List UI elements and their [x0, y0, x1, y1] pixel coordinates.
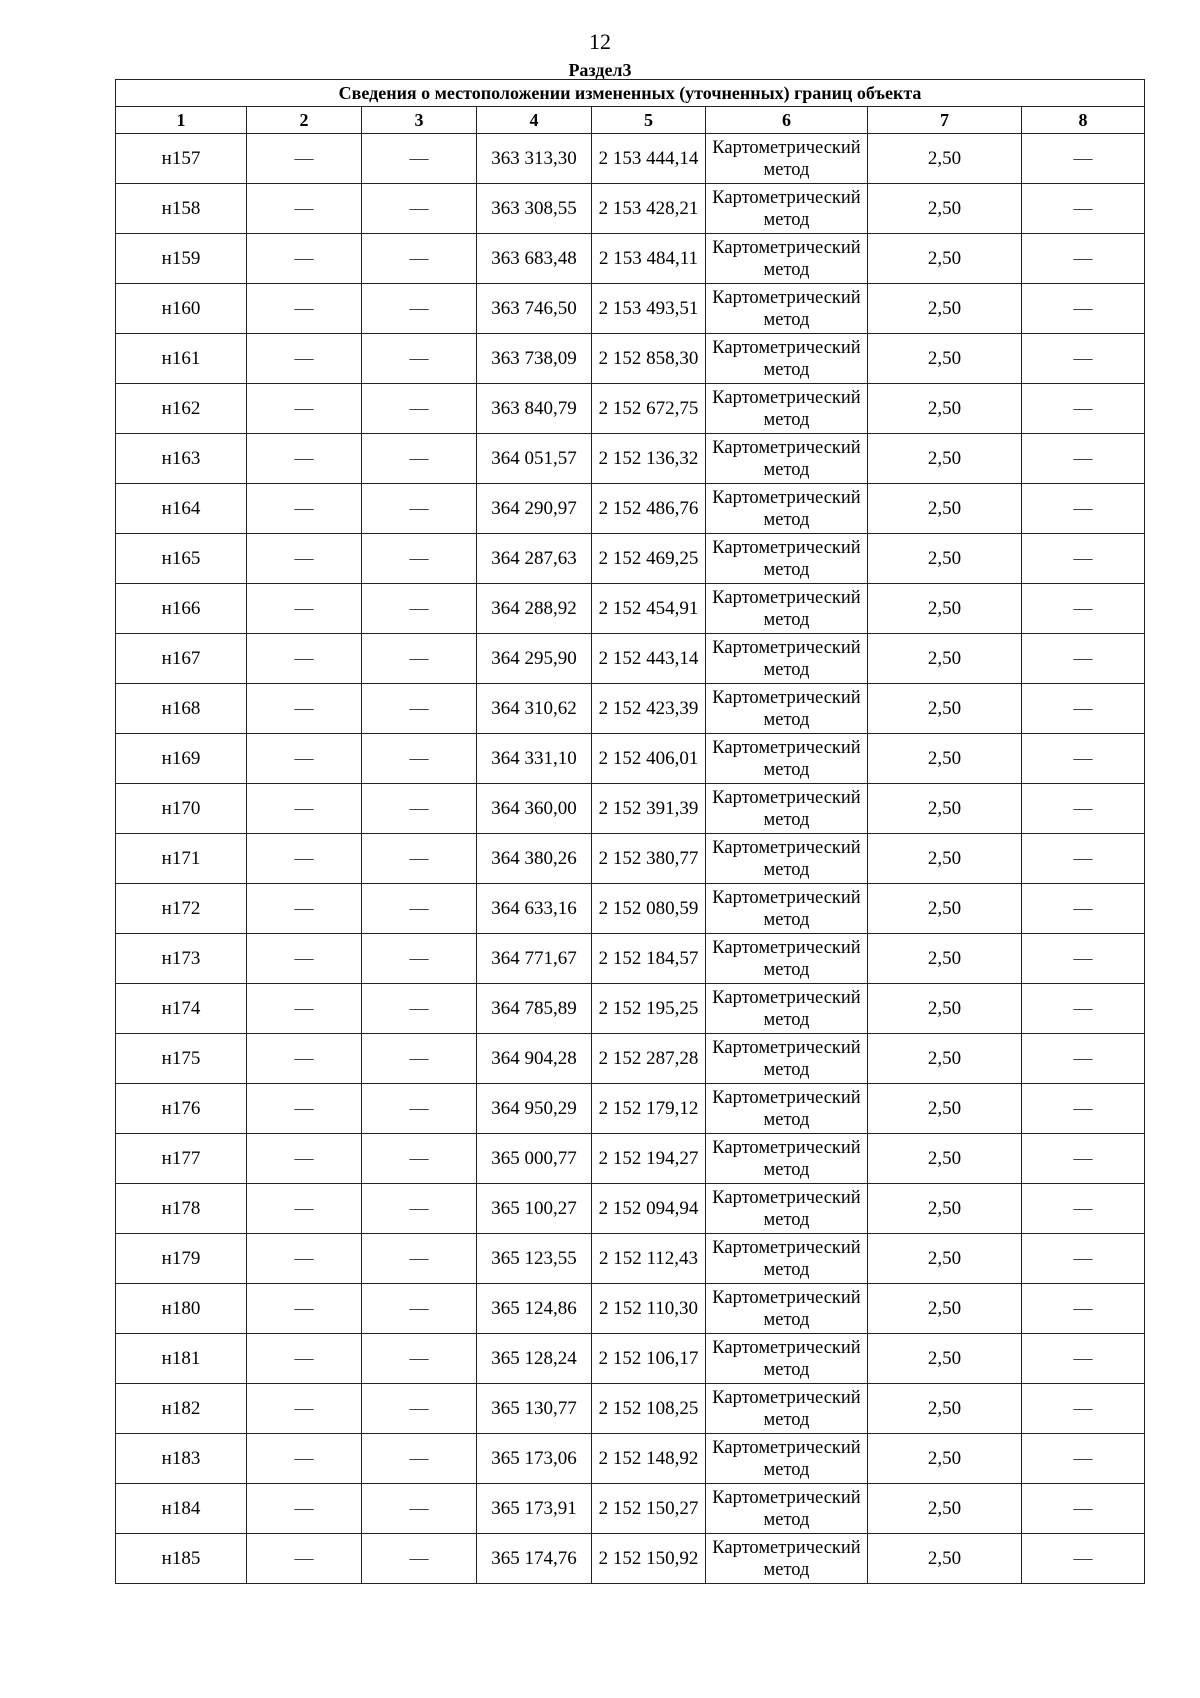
empty-dash-cell: — [362, 1484, 477, 1534]
empty-dash-cell: — [247, 1334, 362, 1384]
empty-dash-cell: — [1022, 1234, 1145, 1284]
method-cell: Картометрический метод [706, 634, 868, 684]
empty-dash-cell: — [247, 284, 362, 334]
point-number-cell: н162 [116, 384, 247, 434]
empty-dash-cell: — [1022, 1134, 1145, 1184]
x-coordinate-cell: 365 000,77 [477, 1134, 592, 1184]
y-coordinate-cell: 2 152 148,92 [592, 1434, 706, 1484]
empty-dash-cell: — [247, 1434, 362, 1484]
point-number-cell: н167 [116, 634, 247, 684]
empty-dash-cell: — [1022, 784, 1145, 834]
column-number: 4 [477, 107, 592, 134]
accuracy-cell: 2,50 [868, 1534, 1022, 1584]
method-cell: Картометрический метод [706, 284, 868, 334]
x-coordinate-cell: 364 051,57 [477, 434, 592, 484]
x-coordinate-cell: 363 738,09 [477, 334, 592, 384]
table-row [116, 134, 1145, 184]
method-cell: Картометрический метод [706, 984, 868, 1034]
section-title: Раздел3 [568, 60, 632, 80]
x-coordinate-cell: 364 310,62 [477, 684, 592, 734]
table-row [116, 484, 1145, 534]
table-row [116, 234, 1145, 284]
method-cell: Картометрический метод [706, 684, 868, 734]
y-coordinate-cell: 2 152 080,59 [592, 884, 706, 934]
point-number-cell: н184 [116, 1484, 247, 1534]
empty-dash-cell: — [247, 434, 362, 484]
accuracy-cell: 2,50 [868, 1434, 1022, 1484]
empty-dash-cell: — [1022, 1534, 1145, 1584]
empty-dash-cell: — [247, 534, 362, 584]
empty-dash-cell: — [247, 1034, 362, 1084]
x-coordinate-cell: 364 288,92 [477, 584, 592, 634]
method-cell: Картометрический метод [706, 1484, 868, 1534]
empty-dash-cell: — [1022, 984, 1145, 1034]
x-coordinate-cell: 364 360,00 [477, 784, 592, 834]
method-cell: Картометрический метод [706, 484, 868, 534]
empty-dash-cell: — [362, 584, 477, 634]
point-number-cell: н177 [116, 1134, 247, 1184]
column-number: 7 [868, 107, 1022, 134]
empty-dash-cell: — [247, 634, 362, 684]
y-coordinate-cell: 2 152 858,30 [592, 334, 706, 384]
x-coordinate-cell: 365 128,24 [477, 1334, 592, 1384]
x-coordinate-cell: 363 746,50 [477, 284, 592, 334]
empty-dash-cell: — [362, 734, 477, 784]
table-row [116, 634, 1145, 684]
method-cell: Картометрический метод [706, 584, 868, 634]
method-cell: Картометрический метод [706, 1384, 868, 1434]
method-cell: Картометрический метод [706, 234, 868, 284]
empty-dash-cell: — [247, 1484, 362, 1534]
y-coordinate-cell: 2 152 150,27 [592, 1484, 706, 1534]
point-number-cell: н161 [116, 334, 247, 384]
empty-dash-cell: — [247, 1384, 362, 1434]
x-coordinate-cell: 363 683,48 [477, 234, 592, 284]
accuracy-cell: 2,50 [868, 1484, 1022, 1534]
point-number-cell: н160 [116, 284, 247, 334]
column-number: 1 [116, 107, 247, 134]
x-coordinate-cell: 363 308,55 [477, 184, 592, 234]
empty-dash-cell: — [362, 1384, 477, 1434]
accuracy-cell: 2,50 [868, 284, 1022, 334]
method-cell: Картометрический метод [706, 1434, 868, 1484]
empty-dash-cell: — [362, 784, 477, 834]
y-coordinate-cell: 2 152 469,25 [592, 534, 706, 584]
empty-dash-cell: — [362, 534, 477, 584]
method-cell: Картометрический метод [706, 1184, 868, 1234]
column-number: 5 [592, 107, 706, 134]
table-row [116, 784, 1145, 834]
table-row [116, 1284, 1145, 1334]
y-coordinate-cell: 2 152 486,76 [592, 484, 706, 534]
table-caption-row [116, 80, 1145, 107]
y-coordinate-cell: 2 152 195,25 [592, 984, 706, 1034]
x-coordinate-cell: 363 313,30 [477, 134, 592, 184]
empty-dash-cell: — [1022, 1284, 1145, 1334]
accuracy-cell: 2,50 [868, 734, 1022, 784]
table-row [116, 284, 1145, 334]
empty-dash-cell: — [1022, 134, 1145, 184]
empty-dash-cell: — [362, 1184, 477, 1234]
method-cell: Картометрический метод [706, 1334, 868, 1384]
empty-dash-cell: — [1022, 384, 1145, 434]
empty-dash-cell: — [247, 834, 362, 884]
y-coordinate-cell: 2 152 287,28 [592, 1034, 706, 1084]
empty-dash-cell: — [362, 684, 477, 734]
empty-dash-cell: — [1022, 1484, 1145, 1534]
accuracy-cell: 2,50 [868, 434, 1022, 484]
point-number-cell: н168 [116, 684, 247, 734]
x-coordinate-cell: 365 174,76 [477, 1534, 592, 1584]
empty-dash-cell: — [362, 1084, 477, 1134]
method-cell: Картометрический метод [706, 1234, 868, 1284]
accuracy-cell: 2,50 [868, 234, 1022, 284]
method-cell: Картометрический метод [706, 334, 868, 384]
empty-dash-cell: — [362, 1034, 477, 1084]
empty-dash-cell: — [362, 184, 477, 234]
accuracy-cell: 2,50 [868, 134, 1022, 184]
x-coordinate-cell: 364 904,28 [477, 1034, 592, 1084]
empty-dash-cell: — [1022, 934, 1145, 984]
y-coordinate-cell: 2 153 444,14 [592, 134, 706, 184]
empty-dash-cell: — [1022, 884, 1145, 934]
empty-dash-cell: — [247, 1534, 362, 1584]
accuracy-cell: 2,50 [868, 834, 1022, 884]
table-row [116, 1434, 1145, 1484]
x-coordinate-cell: 364 331,10 [477, 734, 592, 784]
table-row [116, 1034, 1145, 1084]
column-number: 2 [247, 107, 362, 134]
empty-dash-cell: — [362, 1434, 477, 1484]
empty-dash-cell: — [1022, 334, 1145, 384]
table-row [116, 434, 1145, 484]
column-number-row [116, 107, 1145, 134]
empty-dash-cell: — [247, 1134, 362, 1184]
method-cell: Картометрический метод [706, 1034, 868, 1084]
empty-dash-cell: — [1022, 1434, 1145, 1484]
empty-dash-cell: — [1022, 634, 1145, 684]
empty-dash-cell: — [1022, 534, 1145, 584]
y-coordinate-cell: 2 152 380,77 [592, 834, 706, 884]
empty-dash-cell: — [362, 1534, 477, 1584]
table-row [116, 1134, 1145, 1184]
empty-dash-cell: — [247, 384, 362, 434]
method-cell: Картометрический метод [706, 384, 868, 434]
empty-dash-cell: — [1022, 1334, 1145, 1384]
column-number: 6 [706, 107, 868, 134]
y-coordinate-cell: 2 152 194,27 [592, 1134, 706, 1184]
empty-dash-cell: — [362, 384, 477, 434]
x-coordinate-cell: 364 287,63 [477, 534, 592, 584]
x-coordinate-cell: 365 130,77 [477, 1384, 592, 1434]
method-cell: Картометрический метод [706, 184, 868, 234]
table-row [116, 384, 1145, 434]
point-number-cell: н157 [116, 134, 247, 184]
table-row [116, 1484, 1145, 1534]
empty-dash-cell: — [247, 334, 362, 384]
empty-dash-cell: — [1022, 1084, 1145, 1134]
table-row [116, 1084, 1145, 1134]
accuracy-cell: 2,50 [868, 884, 1022, 934]
y-coordinate-cell: 2 153 428,21 [592, 184, 706, 234]
empty-dash-cell: — [247, 134, 362, 184]
point-number-cell: н180 [116, 1284, 247, 1334]
table-caption: Сведения о местоположении измененных (уточненных) границ объекта [116, 80, 1145, 107]
accuracy-cell: 2,50 [868, 534, 1022, 584]
empty-dash-cell: — [362, 284, 477, 334]
x-coordinate-cell: 365 100,27 [477, 1184, 592, 1234]
method-cell: Картометрический метод [706, 734, 868, 784]
x-coordinate-cell: 364 380,26 [477, 834, 592, 884]
y-coordinate-cell: 2 152 423,39 [592, 684, 706, 734]
accuracy-cell: 2,50 [868, 1084, 1022, 1134]
point-number-cell: н172 [116, 884, 247, 934]
point-number-cell: н164 [116, 484, 247, 534]
accuracy-cell: 2,50 [868, 984, 1022, 1034]
point-number-cell: н166 [116, 584, 247, 634]
empty-dash-cell: — [362, 434, 477, 484]
table-body [116, 134, 1145, 1584]
y-coordinate-cell: 2 153 484,11 [592, 234, 706, 284]
table-row [116, 184, 1145, 234]
y-coordinate-cell: 2 152 184,57 [592, 934, 706, 984]
x-coordinate-cell: 365 173,06 [477, 1434, 592, 1484]
empty-dash-cell: — [362, 984, 477, 1034]
empty-dash-cell: — [362, 1234, 477, 1284]
empty-dash-cell: — [362, 934, 477, 984]
table-row [116, 1234, 1145, 1284]
table-row [116, 734, 1145, 784]
empty-dash-cell: — [247, 684, 362, 734]
x-coordinate-cell: 364 295,90 [477, 634, 592, 684]
x-coordinate-cell: 365 124,86 [477, 1284, 592, 1334]
empty-dash-cell: — [1022, 1384, 1145, 1434]
y-coordinate-cell: 2 152 406,01 [592, 734, 706, 784]
point-number-cell: н163 [116, 434, 247, 484]
empty-dash-cell: — [247, 584, 362, 634]
x-coordinate-cell: 365 123,55 [477, 1234, 592, 1284]
accuracy-cell: 2,50 [868, 484, 1022, 534]
accuracy-cell: 2,50 [868, 334, 1022, 384]
point-number-cell: н182 [116, 1384, 247, 1434]
accuracy-cell: 2,50 [868, 1384, 1022, 1434]
table-row [116, 334, 1145, 384]
accuracy-cell: 2,50 [868, 184, 1022, 234]
empty-dash-cell: — [362, 634, 477, 684]
accuracy-cell: 2,50 [868, 1184, 1022, 1234]
accuracy-cell: 2,50 [868, 1334, 1022, 1384]
table-row [116, 1384, 1145, 1434]
empty-dash-cell: — [1022, 1184, 1145, 1234]
x-coordinate-cell: 365 173,91 [477, 1484, 592, 1534]
y-coordinate-cell: 2 152 672,75 [592, 384, 706, 434]
empty-dash-cell: — [1022, 584, 1145, 634]
accuracy-cell: 2,50 [868, 1284, 1022, 1334]
empty-dash-cell: — [247, 984, 362, 1034]
empty-dash-cell: — [362, 834, 477, 884]
y-coordinate-cell: 2 153 493,51 [592, 284, 706, 334]
y-coordinate-cell: 2 152 179,12 [592, 1084, 706, 1134]
x-coordinate-cell: 364 633,16 [477, 884, 592, 934]
point-number-cell: н183 [116, 1434, 247, 1484]
empty-dash-cell: — [247, 934, 362, 984]
table-row [116, 934, 1145, 984]
empty-dash-cell: — [1022, 234, 1145, 284]
empty-dash-cell: — [1022, 734, 1145, 784]
method-cell: Картометрический метод [706, 434, 868, 484]
table-row [116, 534, 1145, 584]
point-number-cell: н170 [116, 784, 247, 834]
point-number-cell: н174 [116, 984, 247, 1034]
accuracy-cell: 2,50 [868, 684, 1022, 734]
method-cell: Картометрический метод [706, 1134, 868, 1184]
point-number-cell: н165 [116, 534, 247, 584]
accuracy-cell: 2,50 [868, 1034, 1022, 1084]
y-coordinate-cell: 2 152 454,91 [592, 584, 706, 634]
method-cell: Картометрический метод [706, 1084, 868, 1134]
x-coordinate-cell: 364 950,29 [477, 1084, 592, 1134]
y-coordinate-cell: 2 152 136,32 [592, 434, 706, 484]
coordinates-table [115, 79, 1145, 1584]
y-coordinate-cell: 2 152 108,25 [592, 1384, 706, 1434]
accuracy-cell: 2,50 [868, 1134, 1022, 1184]
table-row [116, 584, 1145, 634]
empty-dash-cell: — [247, 484, 362, 534]
accuracy-cell: 2,50 [868, 634, 1022, 684]
empty-dash-cell: — [362, 1284, 477, 1334]
point-number-cell: н158 [116, 184, 247, 234]
point-number-cell: н185 [116, 1534, 247, 1584]
point-number-cell: н159 [116, 234, 247, 284]
x-coordinate-cell: 364 771,67 [477, 934, 592, 984]
table-row [116, 1334, 1145, 1384]
accuracy-cell: 2,50 [868, 1234, 1022, 1284]
y-coordinate-cell: 2 152 443,14 [592, 634, 706, 684]
empty-dash-cell: — [247, 1084, 362, 1134]
table-row [116, 834, 1145, 884]
empty-dash-cell: — [362, 134, 477, 184]
table-row [116, 684, 1145, 734]
table-row [116, 984, 1145, 1034]
point-number-cell: н173 [116, 934, 247, 984]
y-coordinate-cell: 2 152 110,30 [592, 1284, 706, 1334]
empty-dash-cell: — [362, 334, 477, 384]
y-coordinate-cell: 2 152 150,92 [592, 1534, 706, 1584]
x-coordinate-cell: 363 840,79 [477, 384, 592, 434]
method-cell: Картометрический метод [706, 134, 868, 184]
table-row [116, 1184, 1145, 1234]
empty-dash-cell: — [247, 1234, 362, 1284]
y-coordinate-cell: 2 152 106,17 [592, 1334, 706, 1384]
point-number-cell: н175 [116, 1034, 247, 1084]
method-cell: Картометрический метод [706, 534, 868, 584]
empty-dash-cell: — [247, 234, 362, 284]
page-number: 12 [589, 29, 611, 54]
method-cell: Картометрический метод [706, 934, 868, 984]
empty-dash-cell: — [362, 1334, 477, 1384]
empty-dash-cell: — [247, 1284, 362, 1334]
empty-dash-cell: — [362, 1134, 477, 1184]
point-number-cell: н179 [116, 1234, 247, 1284]
point-number-cell: н169 [116, 734, 247, 784]
y-coordinate-cell: 2 152 112,43 [592, 1234, 706, 1284]
accuracy-cell: 2,50 [868, 934, 1022, 984]
empty-dash-cell: — [362, 884, 477, 934]
empty-dash-cell: — [1022, 284, 1145, 334]
y-coordinate-cell: 2 152 391,39 [592, 784, 706, 834]
empty-dash-cell: — [247, 784, 362, 834]
empty-dash-cell: — [1022, 834, 1145, 884]
empty-dash-cell: — [362, 484, 477, 534]
column-number: 8 [1022, 107, 1145, 134]
empty-dash-cell: — [362, 234, 477, 284]
point-number-cell: н178 [116, 1184, 247, 1234]
x-coordinate-cell: 364 290,97 [477, 484, 592, 534]
table-row [116, 884, 1145, 934]
accuracy-cell: 2,50 [868, 784, 1022, 834]
point-number-cell: н181 [116, 1334, 247, 1384]
empty-dash-cell: — [1022, 434, 1145, 484]
x-coordinate-cell: 364 785,89 [477, 984, 592, 1034]
method-cell: Картометрический метод [706, 834, 868, 884]
empty-dash-cell: — [247, 1184, 362, 1234]
accuracy-cell: 2,50 [868, 584, 1022, 634]
method-cell: Картометрический метод [706, 784, 868, 834]
method-cell: Картометрический метод [706, 1284, 868, 1334]
accuracy-cell: 2,50 [868, 384, 1022, 434]
method-cell: Картометрический метод [706, 884, 868, 934]
column-number: 3 [362, 107, 477, 134]
empty-dash-cell: — [247, 734, 362, 784]
empty-dash-cell: — [247, 184, 362, 234]
point-number-cell: н176 [116, 1084, 247, 1134]
empty-dash-cell: — [1022, 484, 1145, 534]
point-number-cell: н171 [116, 834, 247, 884]
empty-dash-cell: — [1022, 1034, 1145, 1084]
empty-dash-cell: — [1022, 684, 1145, 734]
y-coordinate-cell: 2 152 094,94 [592, 1184, 706, 1234]
method-cell: Картометрический метод [706, 1534, 868, 1584]
empty-dash-cell: — [1022, 184, 1145, 234]
empty-dash-cell: — [247, 884, 362, 934]
table-row [116, 1534, 1145, 1584]
